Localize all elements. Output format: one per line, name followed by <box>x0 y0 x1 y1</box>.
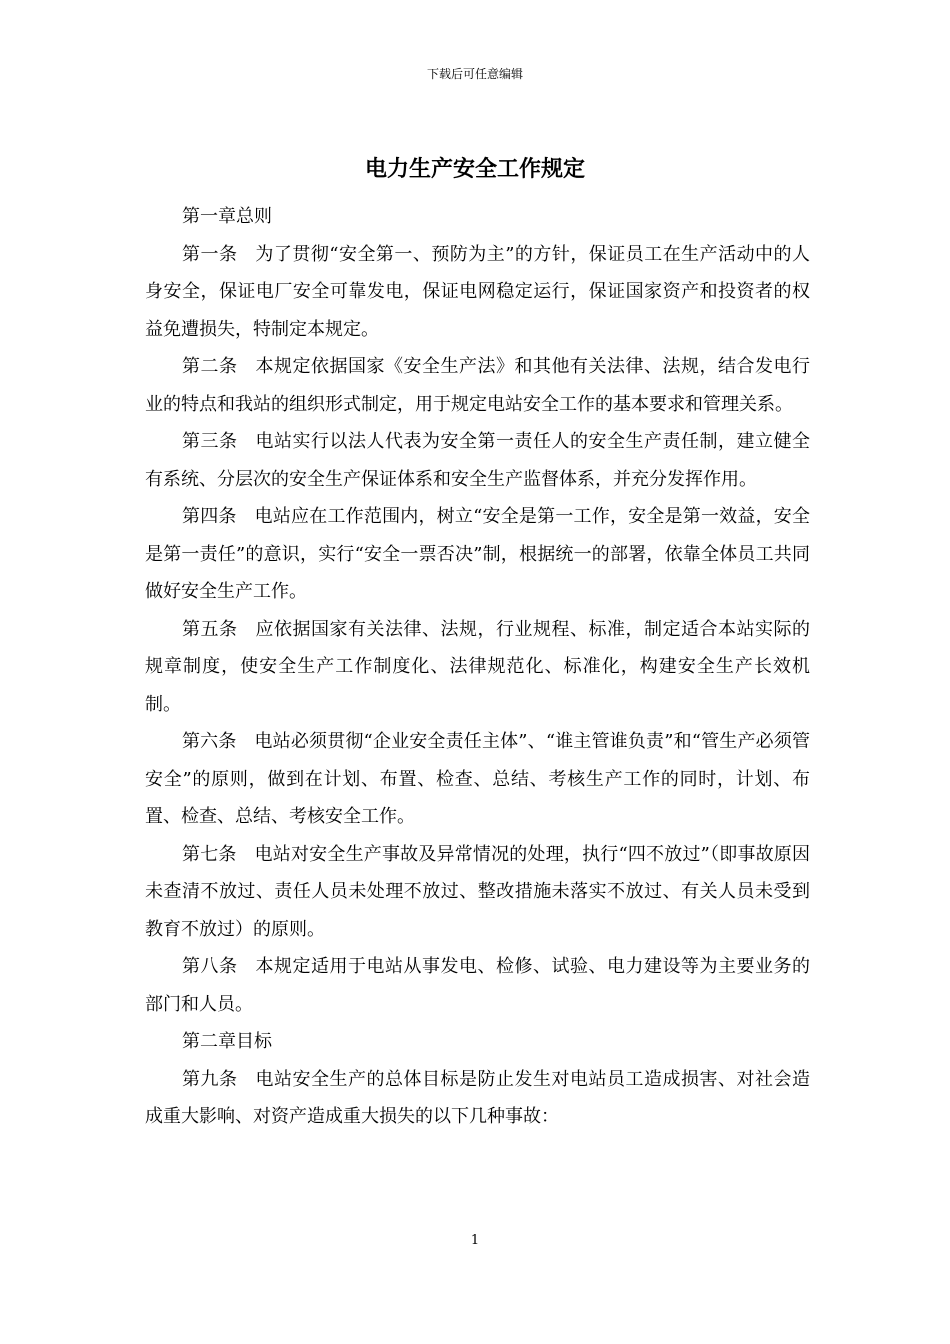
article-1 <box>145 236 810 349</box>
article-8 <box>145 948 810 1023</box>
article-label: 第六条 <box>182 731 237 752</box>
article-label: 第三条 <box>182 431 238 452</box>
article-text: 为了贯彻“安全第一、预防为主”的方针，保证员工在生产活动中的人身安全，保证电厂安全可靠发电，保证电网稳定运行，保证国家资产和投资者的权益免遭损失，特制定本规定。 <box>145 243 810 340</box>
article-2 <box>145 348 810 423</box>
article-text: 本规定依据国家《安全生产法》和其他有关法律、法规，结合发电行业的特点和我站的组织形式制定，用于规定电站安全工作的基本要求和管理关系。 <box>145 356 810 415</box>
article-label: 第七条 <box>182 843 237 865</box>
document-title: 电力生产安全工作规定 <box>364 157 585 182</box>
article-6 <box>145 723 810 836</box>
article-label: 第二条 <box>182 356 238 377</box>
article-label: 第八条 <box>182 956 238 977</box>
article-3 <box>145 423 810 498</box>
article-text: 电站应在工作范围内，树立“安全是第一工作，安全是第一效益，安全是第一责任”的意识，实行“安全一票否决”制，根据统一的部署，依靠全体员工共同做好安全生产工作。 <box>145 506 811 602</box>
article-text: 电站实行以法人代表为安全第一责任人的安全生产责任制，建立健全有系统、分层次的安全生产保证体系和安全生产监督体系，并充分发挥作用。 <box>145 431 810 490</box>
article-5 <box>145 611 810 724</box>
article-text: 电站安全生产的总体目标是防止发生对电站员工造成损害、对社会造成重大影响、对资产造成重大损失的以下几种事故： <box>145 1068 810 1127</box>
article-9 <box>145 1061 810 1136</box>
article-label: 第四条 <box>182 506 237 527</box>
page-number: 1 <box>470 1233 480 1248</box>
article-7 <box>145 836 810 949</box>
chapter-heading-1: 第一章总则 <box>182 206 272 227</box>
chapter-heading-2: 第二章目标 <box>182 1031 272 1052</box>
article-text: 应依据国家有关法律、法规，行业规程、标准，制定适合本站实际的规章制度，使安全生产工作制度化、法律规范化、标准化，构建安全生产长效机制。 <box>145 618 810 715</box>
document-body <box>145 198 810 1136</box>
article-text: 电站必须贯彻“企业安全责任主体”、“谁主管谁负责”和“管生产必须管安全”的原则，做到在计划、布置、检查、总结、考核生产工作的同时，计划、布置、检查、总结、考核安全工作。 <box>145 731 810 827</box>
article-text: 电站对安全生产事故及异常情况的处理，执行“四不放过”（即事故原因未查清不放过、责任人员未处理不放过、整改措施未落实不放过、有关人员未受到教育不放过）的原则。 <box>145 843 811 940</box>
article-label: 第九条 <box>182 1068 238 1090</box>
article-label: 第五条 <box>182 618 238 640</box>
article-label: 第一条 <box>182 243 238 265</box>
article-4 <box>145 498 810 611</box>
header-note: 下载后可任意编辑 <box>426 67 523 81</box>
article-text: 本规定适用于电站从事发电、检修、试验、电力建设等为主要业务的部门和人员。 <box>145 956 810 1015</box>
